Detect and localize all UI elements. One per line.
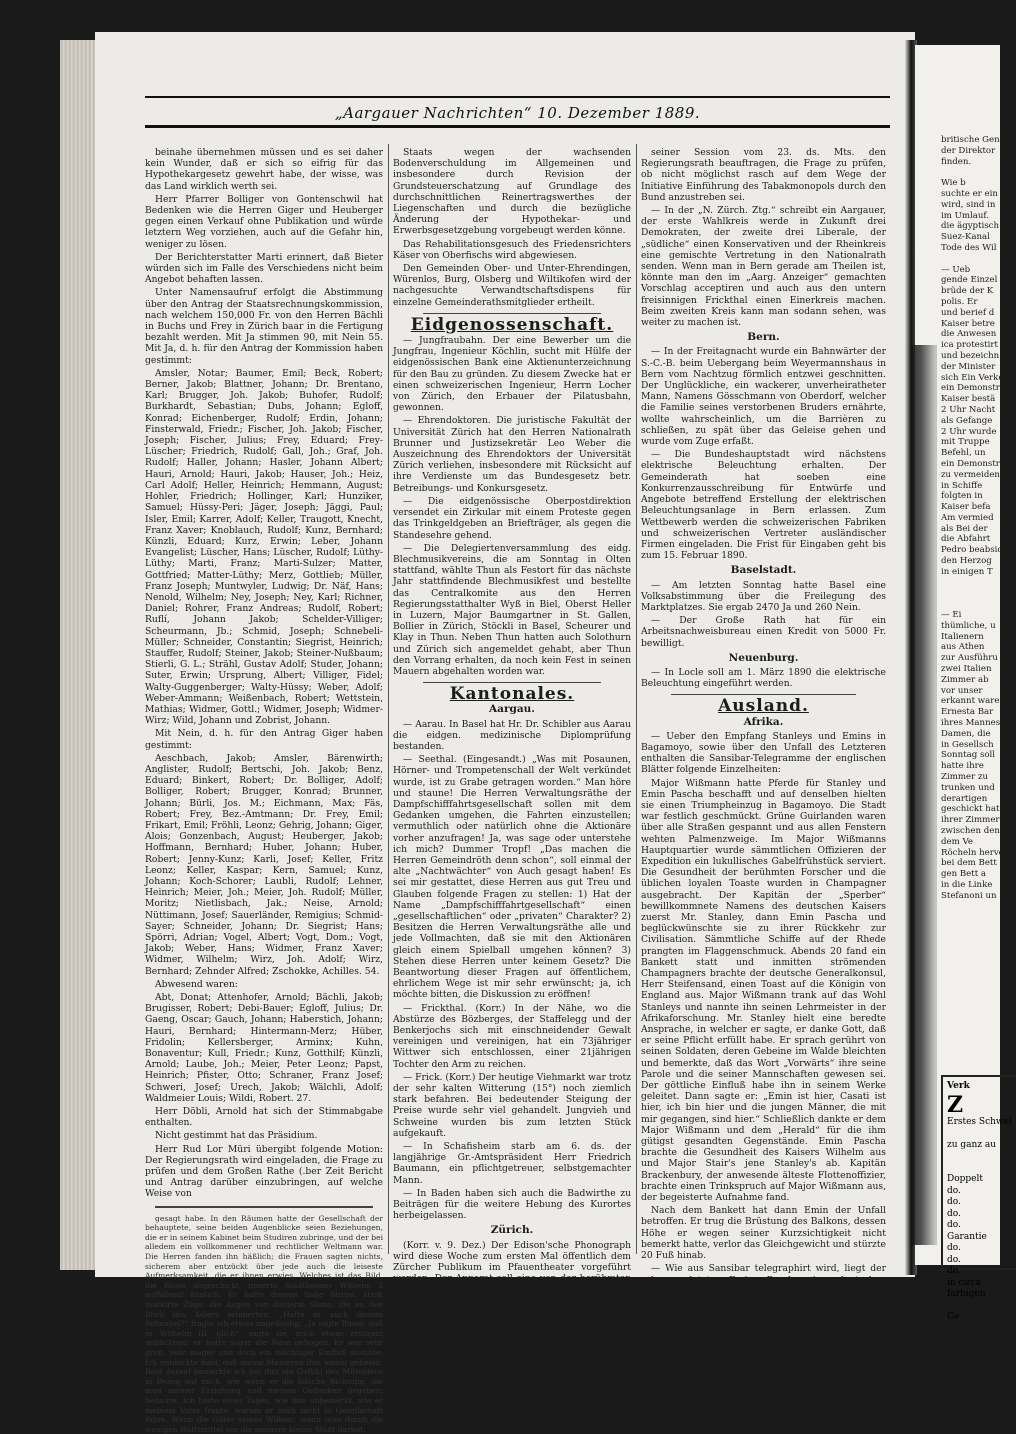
article-paragraph: — In Schafisheim starb am 6. ds. der langjährige Gr.-Amtspräsident Herr Friedrich Baumann, ein pflichtgetreuer, selbstgemachter Mann. [393, 1141, 631, 1186]
advertisement-line: do. [947, 1197, 961, 1207]
advertisement-line: do. [947, 1220, 961, 1230]
adjacent-page-line: zwei Italien [941, 664, 992, 675]
adjacent-page-line: — Ei [941, 610, 962, 621]
article-paragraph: Die Frage der Schaffung des Tabakmonopols soll Gegenstand der Berathungen unserer obersten Behörden werden. Die Staatsrechnungs-Prüfungskommission ersucht in ihrem Berichte den Kantonsrath, er möchte in [393, 1355, 631, 1412]
adjacent-page-line: hatte ihre [941, 761, 984, 772]
adjacent-page-line: die Abfahrt [941, 534, 991, 545]
column-divider-2 [636, 144, 637, 1254]
adjacent-page-line: Befehl, un [941, 448, 986, 459]
advertisement-line: do. [947, 1243, 961, 1253]
section-heading-kantonales: Kantonales. [449, 684, 575, 705]
adjacent-page [915, 45, 1014, 1322]
sub-heading-aargau: Aargau. [489, 703, 535, 716]
adjacent-page-line: erkannt waren. [941, 696, 1008, 707]
adjacent-page-line: der Minister [941, 361, 996, 372]
masthead: „Aargauer Nachrichten“ 10. Dezember 1889. [334, 104, 701, 122]
masthead-bottom-rule [145, 125, 890, 128]
advertisement-line: do. [947, 1208, 961, 1219]
adjacent-page-line: bei dem Bett [941, 858, 997, 869]
advertisement-line: zu ganz au [947, 1139, 997, 1150]
section-heading-eidgenossenschaft: Eidgenossenschaft. [410, 314, 614, 335]
article-paragraph: Den Gemeinden Ober- und Unter-Ehrendingen, Würenlos, Burg, Olsberg und Wiltikofen wird der nachgesuchte Verwandtschaftsdispens für einzelne Gemeinderathsmitglieder ertheilt. [393, 263, 631, 308]
adjacent-page-line: Tode des Wil [941, 242, 997, 253]
adjacent-page-line: Ernesta Bar [941, 707, 994, 718]
article-paragraph: seiner Session vom 23. ds. Mts. den Regierungsrath beauftragen, die Frage zu prüfen, ob nicht möglichst rasch auf dem Wege der Initiative Einführung des Tabakmonopols durch den Bund anzustreben sei. [641, 147, 886, 203]
article-paragraph: — Ehrendoktoren. Die juristische Fakultät der Universität Zürich hat den Herren Nationalrath Brunner und Justizsekretär Leo Weber die Auszeichnung des Ehrendoktors der Universität Zürich verliehen, insbesondere mit Rücksicht auf ihre Verdienste um das Bundesgesetz betr. Betreibungs- und Konkursgesetz. [393, 415, 631, 494]
advertisement-line: Doppelt [947, 1174, 983, 1184]
article-paragraph: — Aarau. In Basel hat Hr. Dr. Schibler aus Aarau die eidgen. medizinische Diplomprüfung bestanden. [393, 718, 631, 752]
adjacent-page-line: als Bei der [941, 523, 988, 534]
advertisement-line: Z [947, 1091, 964, 1118]
adjacent-page-line: Kaiser befa [941, 502, 991, 513]
article-paragraph: Major Wißmann hatte Pferde für Stanley und Emin Pascha beschafft und auf denselben hielten sie einen Triumpheinzug in Bagamoyo. Die Stadt war festlich geschmückt. Grüne Guirlanden waren über alle Straßen gespannt und aus allen Fenstern wehten Palmenzweige. Im Major Wißmanns Hauptquartier wurde sämmtlichen Offizieren der Expedition ein lukullisches Gabelfrühstück serviert. Die Gesundheit der berühmten Forscher und die üblichen loyalen Toaste wurden in Champagner ausgebracht. Der Kapitän der „Sperber“ bewillkommnete Namens des deutschen Kaisers zuerst Mr. Stanley, dann Emin Pascha und beglückwünschte sie zu ihrer Rückkehr zur Civilisation. Sämmtliche Schiffe auf der Rhede prangten im Flaggenschmuck. Abends 20 fand ein Bankett statt und inmitten strömenden Champagners brachte der deutsche Generalkonsul, Herr Steifensand, einen Toast auf die Königin von England aus. Major Wißmann trank auf das Wohl Stanleys und nannte ihn seinen Lehrmeister in der Afrikaforschung. Mr. Stanley hielt eine beredte Ansprache, in welcher er sagte, er danke Gott, daß er seine Pflicht erfüllt habe. Er sprach gerührt von seinen Soldaten, deren Gebeine im Walde bleichten und bemerkte, daß das Wort „Vorwärts“ ihre seine Parole und die seiner Mannschaften gewesen sei. Der göttliche Einfluß habe ihn in seinem Werke geleitet. Dann sagte er: „Emin ist hier, Casati ist hier, ich bin hier und die jungen Männer, die mit mir gegangen, sind hier.“ Schließlich dankte er dem Major Wißmann und dem „Herald“ für die ihm gütigst gesandten Gegenstände. Emin Pascha brachte die Gesundheit des Kaisers Wilhelm aus und Major Stair's jene Stanley's ab. Kapitän Brackenbury, der anwesende älteste Flottenoffizier, brachte einen Trinkspruch auf Major Wißmann aus, der begeisterte Aufnahme fand. [641, 777, 886, 1204]
adjacent-page-line: polis. Er [941, 296, 978, 307]
advertisement-line [947, 1151, 1012, 1163]
sub-heading-bern: Bern. [747, 331, 780, 344]
adjacent-page-line [923, 578, 1013, 589]
article-paragraph: — Die Bundeshauptstadt wird nächstens elektrische Beleuchtung erhalten. Der Gemeinderath hat soeben eine Konkurrenzausschreibung für Entwürfe und Angebote betreffend Erstellung der elektrischen Beleuchtungsanlage in Bern erlassen. Zum Wettbewerb werden die schweizerischen Fabriken und schweizerischen Vertreter ausländischer Firmen eingeladen. Die Frist für Eingaben geht bis zum 15. Februar 1890. [641, 449, 886, 562]
article-paragraph: — Wie aus Sansibar telegraphirt wird, liegt der schwerverletzte Emin Pascha im deutschen Krankenhause in Bagamoyo. Obwohl Dr. Parte noch immer einige Hoffnung auf seine Wiederherstellung hegt, befürchten die Ärzte der beiden Flotte das Schlimmste. Sie behaupten, daß Genesung nur in 20 Prozent von solchen Fällen stattfindet. Die englische Corvette „Turquoise“ ist in nördlicher Richtung in See gestochen, um den verschollenen Britisch-Indian-Dampfer „Arawatta“ aufzusuchen, auf welchem sich Oberst Euan Smith, der [641, 1263, 886, 1387]
advertisement-line: Garantie [947, 1231, 987, 1242]
article-paragraph: Nach dem Bankett hat dann Emin der Unfall betroffen. Er trug die Brüstung des Balkons, dessen Höhe er wegen seiner Kurzsichtigkeit nicht bemerkt hatte, verlor das Gleichgewicht und stürzte 20 Fuß hinab. [641, 1205, 886, 1262]
article-paragraph: Mit Nein, d. h. für den Antrag Giger haben gestimmt: [145, 728, 383, 751]
advertisement-line: do. [947, 1185, 961, 1196]
adjacent-page-line: dem Ve [941, 836, 973, 847]
adjacent-page-line: den Herzog [941, 556, 992, 567]
article-paragraph: — Jungfraubahn. Der eine Bewerber um die Jungfrau, Ingenieur Köchlin, sucht mit Hülfe der eidgenössischen Bank eine Aktienunterzeichnung für den Bau zu gründen. Zu diesem Zwecke hat er einen schweizerischen Ingenieur, Herrn Locher von Zürich, den Erbauer der Pilatusbahn, gewonnen. [393, 335, 631, 414]
article-paragraph: — In der „N. Zürch. Ztg.“ schreibt ein Aargauer, der erste Wahlkreis werde in Zukunft drei Demokraten, der zweite drei Liberale, der „südliche“ einen Konservativen und der Rheinkreis eine gemischte Vertretung in den Nationalrath senden. Wenn man in Bern gerade am Theilen ist, könnte man den im „Aarg. Anzeiger“ gemachten Vorschlag acceptiren und auch aus den untern freisinnigen Frickthal einen Einerkreis machen. Beim zweiten Kreis kann man sodann sehen, was weiter zu machen ist. [641, 205, 886, 329]
adjacent-page-line: Zimmer zu [941, 772, 989, 783]
article-paragraph: — Am letzten Sonntag hatte Basel eine Volksabstimmung über die Freilegung des Marktplatzes. Sie ergab 2470 Ja und 260 Nein. [641, 579, 886, 613]
adjacent-page-line: der Direktor [941, 145, 996, 156]
sub-heading-afrika: Afrika. [743, 715, 784, 728]
separator [423, 682, 601, 683]
adjacent-page-line: brüde der K [941, 286, 994, 297]
adjacent-page-advertisement-box [941, 1075, 1016, 1322]
adjacent-page-line: vor unser [941, 685, 983, 696]
article-paragraph: — Die eidgenössische Oberpostdirektion versendet ein Zirkular mit einem Proteste gegen das Trinkgeldgeben an Briefträger, als gegen die Standesehre gehend. [393, 495, 631, 541]
adjacent-page-line: in einigen T [941, 566, 993, 577]
article-paragraph: — Ueber den Empfang Stanleys und Emins in Bagamoyo, sowie über den Unfall des Letzteren enthalten die Sansibar-Telegramme der englischen Blätter folgende Einzelheiten: [641, 730, 886, 776]
article-paragraph: Herr Pfarrer Bolliger von Gontenschwil hat Bedenken wie die Herren Giger und Heuberger gegen einen Verkauf ohne Publikation und würde letztern Weg vorziehen, auch auf die Gefahr hin, weniger zu lösen. [145, 193, 383, 250]
adjacent-page-line [923, 167, 1013, 178]
article-paragraph: Staats wegen der wachsenden Bodenverschuldung im Allgemeinen und insbesondere durch Revision der Grundsteuerschatzung auf Grundlage des durchschnittlichen Reinertragswerthes der Liegenschaften und durch die bezügliche Änderung der Hypothekar- und Erwerbsgesetzgebung vorgebeugt werden könne. [393, 147, 631, 237]
section-heading-ausland: Ausland. [718, 696, 809, 717]
article-paragraph: — Seethal. (Eingesandt.) „Was mit Posaunen, Hörner- und Trompetenschall der Welt verkündet wurde, ist zu Grabe getragen worden.“ Man höre und staune! Die Herren Verwaltungsräthe der Dampfschifffahrtsgesellschaft sollen mit dem Gedanken umgehen, die Fahrten einzustellen; vermuthlich oder natürlich ohne die Aktionäre vorher anzufragen! Ja, was sage oder unterstehe ich mich? Dummer Tropf! „Das machen die Herren Gemeindröth denn schon“, soll einmal der alte „Nachtwächter“ von Auch gesagt haben! Es sei mir gestattet, diese Herren aus gut Treu und Glauben folgende Fragen zu stellen: 1) Hat der Name „Dampfschifffahrtgesellschaft“ einen „gesellschaftlichen“ oder „privaten“ Charakter? 2) Besitzen die Herren Verwaltungsräthe alle und jede Vollmachten, daß sie mit den Aktionären gleich einem Spielball umgehen können? 3) Stehen diese Herren unter keinem Gesetz? Die Beantwortung dieser Fragen auf öffentlichem, ehrlichem Wege ist mir sehr erwünscht; ja, ich möchte bitten, die Diskussion zu eröffnen! [393, 754, 631, 1001]
adjacent-page-line: Stefanoni un [941, 890, 997, 901]
feuilleton-text: gesagt habe. In den Räumen hatte der Gesellschaft der behauptete, seine beiden Augenblicke seien Beziehungen, die er in seinem Kabinet beim Studiren zubringe, und der bei alledem ein vollkommener und rechtlicher Weltmann war. Die Herren fanden ihn häßlich; die Frauen sagten nichts, sicherem aber entzückt über jede auch die leiseste Aufmerksamkeit, die er ihnen erwies. Welches ist das Bild, die Büste abgeschickt, unserm Stadthouder Wilhelm 3 auffallend ähnlich. Er hatte dessen hohe Stirne, stark markirte Züge, die Augen von düsterm Glanz, die an den Blick des Adlers erinnerten. „Hatte er auch dessen Schnabel?“ fragte ich etwas ungeduldig. „Ja sagte Ihnen, daß er Wilhelm III. glich“, sagte sie, mich etwas erstaunt anblickend; er hatte sogar die Nase gebogen. Er war sehr groß, sehr mager und doch ein mächtiger Einfluß ausübte. Ich entdeckte bald, daß meine Manieren ihm wenig gefielen. Bald darauf bemerkte ich bei ihm ein Gefühl des Mitleidens in Bezug auf mich, wie wenn er die falsche Richtung, die man meiner Erziehung und meinen Gedanken gegeben, bedaure. Ich hörte eines Tages, wie ihm unbemerkt, wie er meinem Vater fragte, warum er mich nicht in Gesellschaft führe. Wenn die Güter seines Willens, wenn man durch die wenigen Hülfsmittel vor die meinere kleine Stadt darbot. [145, 1213, 383, 1434]
adjacent-page-line: Sonntag soll [941, 750, 996, 761]
adjacent-page-line: zwischen den [941, 826, 1000, 836]
column-divider-1 [388, 144, 389, 1254]
article-paragraph: Nicht gestimmt hat das Präsidium. [155, 1130, 318, 1142]
adjacent-page-line: ica protestirt [941, 340, 998, 351]
adjacent-page-line: mit Truppe [941, 437, 990, 448]
separator [671, 694, 856, 695]
column-1 [145, 147, 383, 1434]
article-paragraph: Unter Namensaufruf erfolgt die Abstimmung über den Antrag der Staatsrechnungskommission, nach welchem 150,000 Fr. von den Herren Bächli in Buchs und Frey in Zürich baar in die Fertigung bezahlt werden. Mit Ja stimmen 90, mit Nein 55. Mit Ja, d. h. für den Antrag der Kommission haben gestimmt: [145, 287, 383, 366]
advertisement-line [947, 1128, 1012, 1140]
column-2 [393, 147, 631, 1412]
adjacent-page-line [923, 599, 1013, 610]
advertisement-line: Erstes Schwei [947, 1116, 1012, 1127]
adjacent-page-line: und berief d [941, 307, 995, 318]
adjacent-page-line: im Umlauf. [941, 210, 990, 221]
newspaper-page [95, 32, 915, 1434]
adjacent-page-line: Zimmer ab [941, 674, 989, 685]
article-paragraph: — Der Große Rath hat für ein Arbeitsnachweisbureau einen Kredit von 5000 Fr. bewilligt. [641, 615, 886, 649]
adjacent-page-line: ihres Mannes [941, 718, 1001, 729]
adjacent-page-line: wird, sind in [941, 199, 996, 210]
adjacent-page-line [923, 254, 1013, 265]
adjacent-page-line: aus Athen [941, 642, 985, 653]
adjacent-page-text [923, 135, 1013, 902]
advertisement-line: in circa [947, 1277, 982, 1288]
advertisement-line: Ce [947, 1312, 960, 1322]
adjacent-page-line: als Gefange [941, 415, 993, 426]
adjacent-page-line: Italienern [941, 631, 984, 642]
advertisement-line: farbigen [947, 1289, 986, 1299]
adjacent-page-line: gende Einzel [941, 275, 998, 286]
adjacent-page-line: Suez-Kanal [941, 232, 990, 243]
adjacent-page-line: folgten in [941, 491, 983, 502]
adjacent-page-line: sich Ein Verkehr [941, 372, 1014, 383]
adjacent-page-line: zu vermeiden [941, 469, 1000, 480]
adjacent-page-line: Damen, die [941, 728, 991, 739]
adjacent-page-line: Kaiser betre [941, 318, 995, 329]
adjacent-page-line: 2 Uhr wurde [941, 426, 997, 437]
article-paragraph: Das Rehabilitationsgesuch des Friedensrichters Käser von Oberfischs wird abgewiesen. [393, 238, 631, 261]
adjacent-page-line: 2 Uhr Nacht [941, 404, 996, 415]
separator [423, 313, 601, 314]
article-paragraph: Amsler, Notar; Baumer, Emil; Beck, Robert; Berner, Jakob; Blattner, Johann; Dr. Brentano, Karl; Brugger, Joh. Jakob; Buhofer, Rudolf; Burkhardt, Sebastian; Dubs, Johann; Egloff, Konrad; Eichenberger, Rudolf; Erdin, Johann; Finsterwald, Friedr.; Fischer, Joh. Jakob; Fischer, Joseph; Fischer, Julius; Frey, Eduard; Frey-Lüscher; Friedrich, Rudolf; Gall, Joh.; Graf, Joh. Rudolf; Haller, Johann; Hasler, Johann Albert; Hauri, Arnold; Hauri, Jakob; Hauser, Joh.; Heiz, Carl Adolf; Heller, Heinrich; Hemmann, August; Hohler, Friedrich; Hollinger, Karl; Hunziker, Samuel; Hüssy-Peri; Jäger, Joseph; Jäggi, Paul; Isler, Emil; Karrer, Adolf; Keller, Traugott, Knecht, Franz Xaver; Knoblauch, Rudolf; Kunz, Bernhard; Künzli, Eduard; Kurz, Erwin; Leber, Johann Evangelist; Lüscher, Hans; Lüscher, Rudolf; Lüthy-Lüthy; Marti, Franz; Marti-Sulzer; Matter, Gottfried; Matter-Lüthy; Merz, Gottlieb; Müller, Franz Joseph; Muntwyler, Ludwig; Dr. Näf, Hans; Nenold, Wilhelm; Ney, Joseph; Ney, Karl; Richner, Daniel; Rohrer, Franz Andreas; Rudolf, Robert; Ruflí, Johann Jakob; Schelder-Villiger; Scheurmann, Jb.; Schmid, Joseph; Schnebeli-Müller; Schneider, Constantin; Siegrist, Heinrich; Stauffer, Rudolf; Steiner, Jakob; Steiner-Nußbaum; Stierli, G. L.; Strähl, Gustav Adolf; Studer, Johann; Suter, Erwin; Ursprung, Albert; Villiger, Fidel; Walty-Guggenberger; Walty-Hüssy; Weber, Adolf; Weber-Ammann; Weißenbach, Robert; Wettstein, Mathias; Widmer, Gottl.; Widmer, Joseph; Widmer-Wirz; Wild, Johann und Zobrist, Johann. [145, 367, 383, 727]
article-paragraph: — Frick. (Korr.) Der heutige Viehmarkt war trotz der sehr kalten Witterung (15°) noch ziemlich stark befahren. Bei bedeutender Steigung der Preise wurde sehr viel gehandelt. Jungvieh und Schweine wurden bis zum letzten Stück aufgekauft. [393, 1071, 631, 1139]
adjacent-page-line: Pedro beabsic [941, 545, 1003, 556]
adjacent-page-line: die Anwesen [941, 329, 997, 340]
column-3 [641, 147, 886, 1387]
advertisement-line [947, 1163, 1012, 1175]
article-paragraph: Der Berichterstatter Marti erinnert, daß Bieter würden sich im Falle des Verschiedens nicht beim Angebot behaften lassen. [145, 251, 383, 286]
article-paragraph: (Korr. v. 9. Dez.) Der Edison'sche Phonograph wird diese Woche zum ersten Mal öffentlich dem Zürcher Publikum im Pfauentheater vorgeführt werden. Der Apparat soll eine von der berühmten Sängerin Arnoldson gesungene Arie reproduziren. [393, 1239, 631, 1296]
advertisement-line [947, 1301, 1012, 1313]
adjacent-page-line: gen Bett a [941, 869, 987, 880]
article-paragraph: — Frickthal. (Korr.) In der Nähe, wo die Abstürze des Bözberges, der Staffelegg und der Benkerjochs sich mit einschneidender Gewalt vereinigen und vereinigen, hat ein 73jähriger Wittwer sich entschlossen, einer 21jährigen Tochter den Arm zu reichen. [393, 1002, 631, 1070]
adjacent-page-line: britische Gen [941, 135, 1000, 145]
article-paragraph: — Die Delegiertenversammlung des eidg. Blechmusikvereins, die am Sonntag in Olten stattfand, wählte Thun als Festort für das nächste Jahr stattfindende Blechmusikfest und bestellte das Centralkomite aus den Herren Regierungsstatthalter Wyß in Biel, Oberst Heller in Luzern, Major Baumgartner in St. Gallen, Bollier in Zürich, Stöckli in Basel, Scheurer und Klay in Thun. Neben Thun hatten auch Solothurn und Zürich sich angemeldet gehabt, aber Thun den Vorrang erhalten, da noch kein Fest in seinen Mauern abgehalten worden war. [393, 542, 631, 677]
adjacent-page-line: thümliche, u [941, 620, 996, 631]
adjacent-page-line: suchte er ein [941, 188, 998, 199]
adjacent-page-line: Röcheln hervo [941, 847, 1004, 858]
sub-heading-baselstadt: Baselstadt. [730, 564, 797, 577]
article-paragraph: — In der Freitagnacht wurde ein Bahnwärter der S.-C.-B. beim Uebergang beim Weyermannshaus in Bern vom Nachtzug förmlich entzwei geschnitten. Der Unglückliche, ein wackerer, unverheiratheter Mann, Namens Gösschmann von Oberdorf, welcher die Familie seines verstorbenen Bruders ernährte, wollte wahrscheinlich, um die Barrièren zu schließen, zu spät über das Geleise gehen und wurde vom Zuge erfaßt. [641, 346, 886, 448]
adjacent-page-line: finden. [941, 156, 972, 167]
adjacent-page-line: Kaiser bestä [941, 394, 996, 405]
adjacent-page-line: zur Ausführu [941, 653, 998, 664]
article-paragraph: Herr Döbli, Arnold hat sich der Stimmabgabe enthalten. [145, 1106, 383, 1129]
article-paragraph: Abt, Donat; Attenhofer, Arnold; Bächli, Jakob; Brugisser, Robert; Debi-Bauer; Egloff, Julius; Dr. Gaeng, Oscar; Gauch, Johann; Haberstich, Johann; Hauri, Bernhard; Hintermann-Merz; Hüber, Fridolin; Kellersberger, Arminx; Kuhn, Bonaventur; Kull, Friedr.; Kunz, Gotthilf; Künzli, Arnold; Laube, Joh.; Meier, Peter Leonz; Papst, Heinrich; Pfister, Otto; Schraner, Franz Josef; Schweri, Josef; Urech, Jakob; Wälchli, Adolf; Waldmeier Louis; Wildi, Robert. 27. [145, 992, 383, 1104]
article-paragraph: beinahe übernehmen müssen und es sei daher kein Wunder, daß er sich so eifrig für das Hypothekargesetz gewehrt habe, der wisse, was das Land wirklich werth sei. [145, 147, 383, 192]
adjacent-page-line: geschickt hat [941, 804, 1000, 815]
adjacent-page-line: die ägyptisch [941, 221, 1000, 232]
adjacent-page-line: Am vermied [941, 512, 994, 523]
adjacent-page-line: Wie b [941, 178, 966, 189]
adjacent-page-line: in Gesellsch [941, 739, 994, 750]
advertisement-line: do. [947, 1254, 961, 1265]
adjacent-page-line: in die Linke [941, 879, 993, 890]
separator [155, 1206, 373, 1208]
article-paragraph: — In Locle soll am 1. März 1890 die elektrische Beleuchtung eingeführt werden. [641, 666, 886, 690]
adjacent-page-line: ein Demonstr [941, 383, 1000, 394]
advertisement-line: Verk [947, 1081, 970, 1091]
adjacent-page-line: ein Demonstr [941, 458, 1000, 469]
article-paragraph: Abwesend waren: [155, 978, 238, 990]
article-paragraph: Aeschbach, Jakob; Amsler, Bärenwirth; Anglister, Rudolf; Bertschi, Joh. Jakob; Benz, Eduard; Binkert, Robert; Dr. Bolliger, Adolf; Bolliger, Robert; Brugger, Konrad; Brunner, Johann; Bürli, Jos. M.; Eichmann, Max; Fäs, Robert; Frey, Bez.-Amtmann; Dr. Frey, Emil; Frikart, Emil; Fröhli, Leonz; Gehrig, Johann; Giger, Alois; Gonzenbach, August; Heuberger, Jakob; Hoffmann, Bernhard; Huber, Johann; Huber, Robert; Jenny-Kunz; Karli, Josef; Keller, Fritz Leonz; Keller, Kaspar; Kern, Samuel; Kunz, Johann; Koch-Schorer; Laubli, Rudolf; Lehner, Heinrich; Meier, Joh.; Meier, Joh. Rudolf; Müller, Moritz; Nietlisbach, Jak.; Neise, Arnold; Nüttimann, Josef; Sauerländer, Remigius; Schmid-Sayer; Schneider, Johann; Dr. Siegrist; Hans; Spörri, Adrian; Vogel, Albert; Vogt, Dom.; Vogt, Jakob; Weber, Hans; Widmer, Franz Xaver; Widmer, Wilhelm; Wirz, Joh. Adolf; Wirz, Bernhard; Zehnder Alfred; Zschokke, Achilles. 54. [145, 752, 383, 977]
adjacent-page-line: ihrer Zimmer [941, 815, 1000, 826]
adjacent-page-line: und bezeichn [941, 350, 1000, 361]
advertisement-line: do. [947, 1266, 961, 1276]
article-paragraph: Die Zürcher Arbeiterschaft macht Ernst mit der Schaffung eines kantonalen Fabrikinspektorats. Eine zahlreiche Arbeiter-Delegiertenversammlung beschloß gestern der Regierung diese Frage vorzulegen. [393, 1297, 631, 1354]
article-paragraph: Herr Rud Lor Müri übergibt folgende Motion: Der Regierungsrath wird eingeladen, die Frage zu prüfen und dem Großen Rathe (.ber Zeit Bericht und Antrag darüber einzubringen, auf welche Weise von [145, 1143, 383, 1200]
masthead-top-rule [145, 96, 890, 98]
article-paragraph: — In Baden haben sich auch die Badwirthe zu Beiträgen für die weitere Hebung des Kurortes herbeigelassen. [393, 1187, 631, 1222]
adjacent-page-line: trunken und [941, 782, 995, 793]
sub-heading-zurich: Zürich. [490, 1224, 534, 1237]
adjacent-page-line: in Schiffe [941, 480, 983, 491]
adjacent-page-line [923, 588, 1013, 599]
sub-heading-neuenburg: Neuenburg. [728, 651, 799, 664]
adjacent-page-line: — Ueb [941, 264, 971, 275]
adjacent-page-line: derartigen [941, 793, 988, 804]
